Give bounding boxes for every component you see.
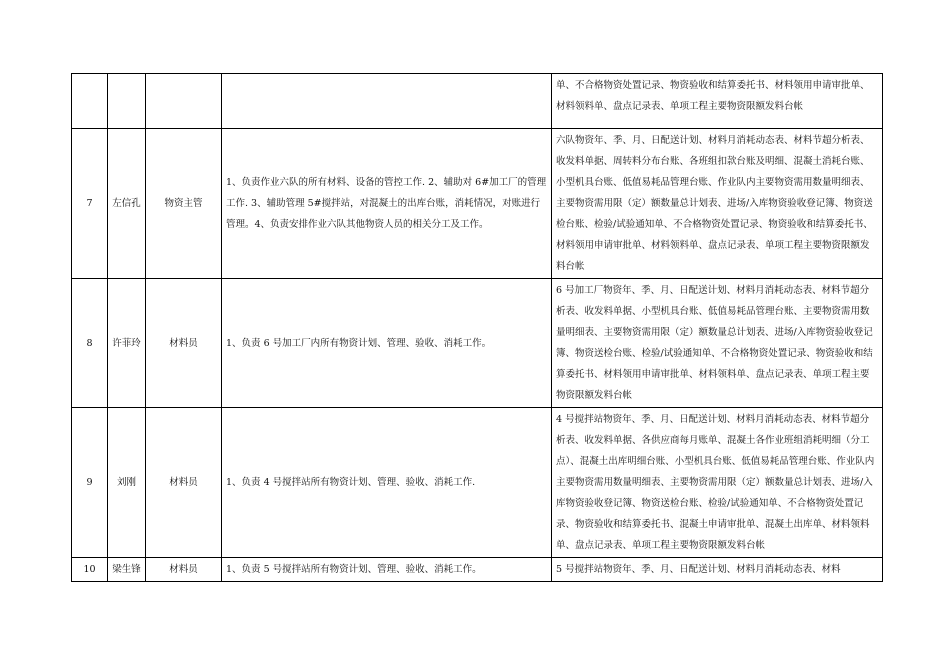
staff-position [146,74,222,129]
row-number: 10 [72,558,108,582]
duty-description: 1、负责 5 号搅拌站所有物资计划、管理、验收、消耗工作。 [222,558,552,582]
table-row [72,408,883,558]
staff-position: 材料员 [146,558,222,582]
staff-position: 材料员 [146,279,222,408]
duty-description: 1、负责 4 号搅拌站所有物资计划、管理、验收、消耗工作. [222,408,552,558]
staff-duty-table [71,73,883,582]
records-list: 6 号加工厂物资年、季、月、日配送计划、材料月消耗动态表、材料节超分析表、收发料单据、小型机具台账、低值易耗品管理台账、主要物资需用数量明细表、主要物资需用限（定）额数量总计划表、进场/入库物资验收登记簿、物资送检台账、检验/试验通知单、不合格物资处置记录、物资验收和结算委托书、材料领用申请审批单、材料领料单、盘点记录表、单项工程主要物资限额发料台帐 [552,279,883,408]
staff-name: 刘刚 [108,408,146,558]
staff-name: 许菲玲 [108,279,146,408]
records-list: 5 号搅拌站物资年、季、月、日配送计划、材料月消耗动态表、材料 [552,558,883,582]
row-number [72,74,108,129]
staff-position: 材料员 [146,408,222,558]
row-number: 9 [72,408,108,558]
staff-name: 梁生锋 [108,558,146,582]
table-row [72,558,883,582]
row-number: 8 [72,279,108,408]
staff-name [108,74,146,129]
table-row [72,74,883,129]
records-list: 六队物资年、季、月、日配送计划、材料月消耗动态表、材料节超分析表、收发料单据、周转料分布台账、各班组扣款台账及明细、混凝土消耗台账、小型机具台账、低值易耗品管理台账、作业队内主要物资需用数量明细表、主要物资需用限（定）额数量总计划表、进场/入库物资验收登记簿、物资送检台账、检验/试验通知单、不合格物资处置记录、物资验收和结算委托书、材料领用申请审批单、材料领料单、盘点记录表、单项工程主要物资限额发料台帐 [552,129,883,279]
table-row [72,129,883,279]
row-number: 7 [72,129,108,279]
duty-description: 1、负责作业六队的所有材料、设备的管控工作. 2、辅助对 6#加工厂的管理工作. 3、辅助管理 5#搅拌站，对混凝土的出库台账，消耗情况，对账进行管理。4、负责安排作业六队其他物资人员的相关分工及工作。 [222,129,552,279]
records-list: 单、不合格物资处置记录、物资验收和结算委托书、材料领用申请审批单、材料领料单、盘点记录表、单项工程主要物资限额发料台帐 [552,74,883,129]
duty-description: 1、负责 6 号加工厂内所有物资计划、管理、验收、消耗工作。 [222,279,552,408]
staff-name: 左信孔 [108,129,146,279]
records-list: 4 号搅拌站物资年、季、月、日配送计划、材料月消耗动态表、材料节超分析表、收发料单据、各供应商每月账单、混凝土各作业班组消耗明细（分工点）、混凝土出库明细台账、小型机具台账、低值易耗品管理台账、作业队内主要物资需用数量明细表、主要物资需用限（定）额数量总计划表、进场/入库物资验收登记簿、物资送检台账、检验/试验通知单、不合格物资处置记录、物资验收和结算委托书、混凝土申请审批单、混凝土出库单、材料领料单、盘点记录表、单项工程主要物资限额发料台帐 [552,408,883,558]
table-row [72,279,883,408]
duty-description [222,74,552,129]
staff-position: 物资主管 [146,129,222,279]
